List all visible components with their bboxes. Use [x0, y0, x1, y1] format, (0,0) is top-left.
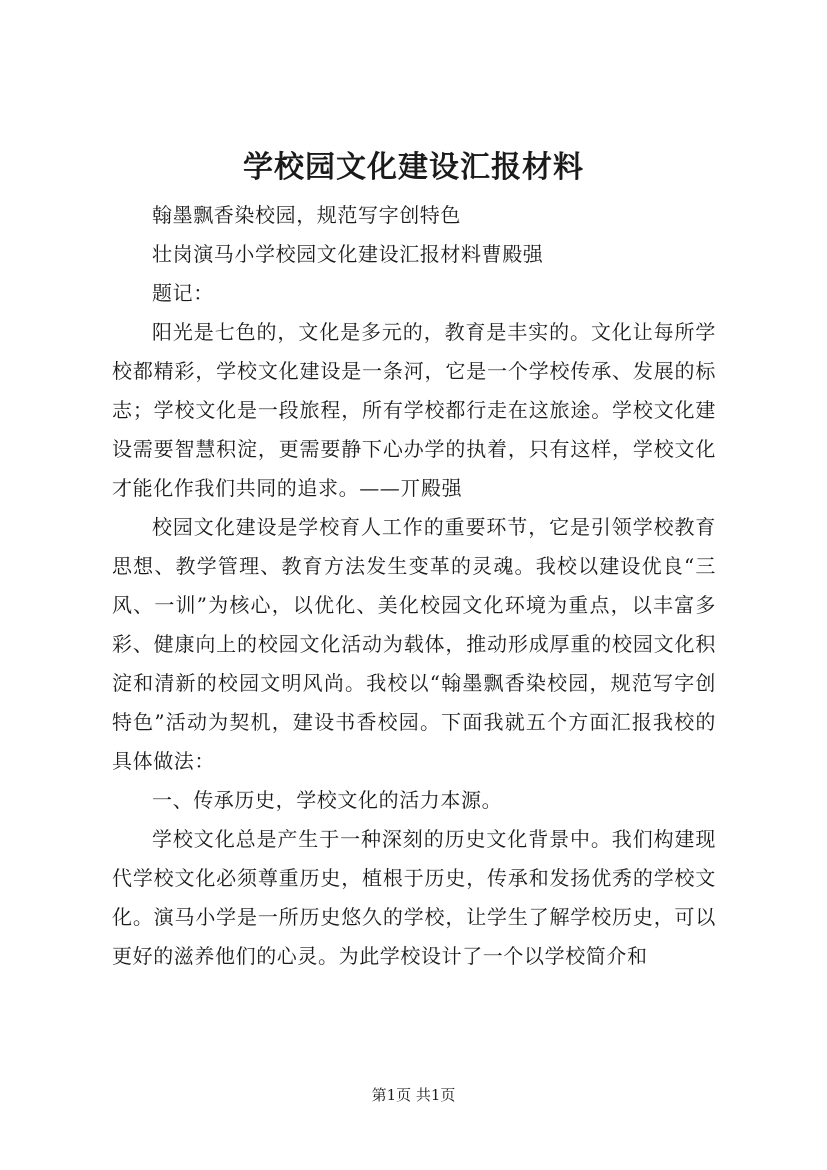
- section-heading-1: 一、传承历史，学校文化的活力本源。: [152, 788, 503, 812]
- page-footer: 第1页 共1页: [371, 1086, 456, 1104]
- document-title: 学校园文化建设汇报材料: [243, 150, 584, 185]
- subtitle-line: 翰墨飘香染校园，规范写字创特色: [152, 203, 461, 227]
- author-line: 壮岗演马小学校园文化建设汇报材料曹殿强: [152, 242, 544, 266]
- section-1-paragraph: 学校文化总是产生于一种深刻的历史文化背景中。我们构建现代学校文化必须尊重历史，植根于历史，传承和发扬优秀的学校文化。演马小学是一所历史悠久的学校，让学生了解学校历史，可以更好的滋养他们的心灵。为此学校设计了一个以学校简介和: [112, 827, 716, 968]
- intro-paragraph: 校园文化建设是学校育人工作的重要环节，它是引领学校教育思想、教学管理、教育方法发生变革的灵魂。我校以建设优良“三风、一训”为核心，以优化、美化校园文化环境为重点，以丰富多彩、健康向上的校园文化活动为载体，推动形成厚重的校园文化积淀和清新的校园文明风尚。我校以“翰墨飘香染校园，规范写字创特色”活动为契机，建设书香校园。下面我就五个方面汇报我校的具体做法：: [112, 515, 716, 773]
- document-body: [112, 196, 716, 976]
- epigraph-paragraph: 阳光是七色的，文化是多元的，教育是丰实的。文化让每所学校都精彩，学校文化建设是一条河，它是一个学校传承、发展的标志；学校文化是一段旅程，所有学校都行走在这旅途。学校文化建设需要智慧积淀，更需要静下心办学的执着，只有这样，学校文化才能化作我们共同的追求。——丌殿强: [112, 320, 716, 500]
- epigraph-label: 题记：: [152, 281, 214, 305]
